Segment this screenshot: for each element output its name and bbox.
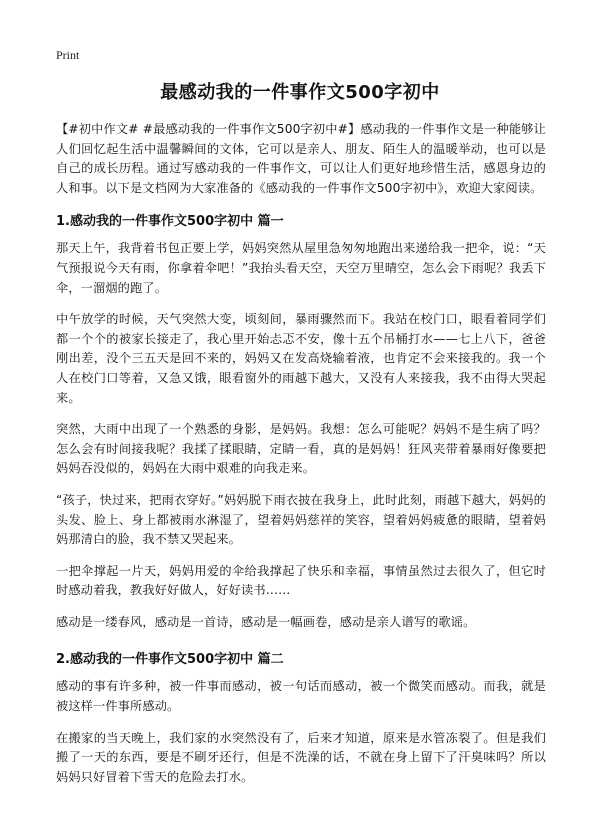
print-label[interactable]: Print xyxy=(56,48,80,62)
section-heading: 2.感动我的一件事作文500字初中 篇二 xyxy=(56,652,284,668)
body-paragraph: 感动是一缕春风，感动是一首诗，感动是一幅画卷，感动是亲人谱写的歌谣。 xyxy=(56,614,476,629)
article-body xyxy=(56,120,546,799)
body-paragraph: 中午放学的时候，天气突然大变，顷刻间，暴雨骤然而下。我站在校门口，眼看着同学们都一个个的被家长接走了，我心里开始忐忑不安，像十五个吊桶打水——七上八下，爸爸刚出差，没个三五天是回不来的，妈妈又在发高烧输着液，也肯定不会来接我的。我一个人在校门口等着，又急又饿，眼看窗外的雨越下越大，又没有人来接我，我不由得大哭起来。 xyxy=(56,312,546,405)
section-heading: 1.感动我的一件事作文500字初中 篇一 xyxy=(56,214,284,230)
body-paragraph: 突然，大雨中出现了一个熟悉的身影，是妈妈。我想：怎么可能呢？妈妈不是生病了吗？怎么会有时间接我呢？我揉了揉眼睛，定睛一看，真的是妈妈！狂风夹带着暴雨好像要把妈妈吞没似的，妈妈在大雨中艰难的向我走来。 xyxy=(56,422,546,476)
page-title: 最感动我的一件事作文500字初中 xyxy=(160,82,440,103)
intro-paragraph: 【#初中作文# #最感动我的一件事作文500字初中#】感动我的一件事作文是一种能够让人们回忆起生活中温馨瞬间的文体，它可以是亲人、朋友、陌生人的温暖举动，也可以是自己的成长历程。通过写感动我的一件事作文，可以让人们更好地珍惜生活，感恩身边的人和事。以下是文档网为大家准备的《感动我的一件事作文500字初中》，欢迎大家阅读。 xyxy=(56,122,546,195)
body-paragraph: “孩子，快过来，把雨衣穿好。”妈妈脱下雨衣披在我身上，此时此刻，雨越下越大，妈妈的头发、脸上、身上都被雨水淋湿了，望着妈妈慈祥的笑容，望着妈妈疲惫的眼睛，望着妈妈那清白的脸，我不禁又哭起来。 xyxy=(56,492,546,547)
body-paragraph: 一把伞撑起一片天，妈妈用爱的伞给我撑起了快乐和幸福，事情虽然过去很久了，但它时时感动着我，教我好好做人，好好读书…… xyxy=(56,563,546,598)
body-paragraph: 感动的事有许多种，被一件事而感动，被一句话而感动，被一个微笑而感动。而我，就是被这样一件事所感动。 xyxy=(56,679,546,714)
body-paragraph: 在搬家的当天晚上，我们家的水突然没有了，后来才知道，原来是水管冻裂了。但是我们搬了一天的东西，要是不刷牙还行，但是不洗澡的话，不就在身上留下了汗臭味吗？所以妈妈只好冒着下雪天的危险去打水。 xyxy=(56,730,546,784)
body-paragraph: 那天上午，我背着书包正要上学，妈妈突然从屋里急匆匆地跑出来递给我一把伞，说：“天气预报说今天有雨，你拿着伞吧！”我抬头看天空，天空万里晴空，怎么会下雨呢？我丢下伞，一溜烟的跑了。 xyxy=(56,241,546,295)
